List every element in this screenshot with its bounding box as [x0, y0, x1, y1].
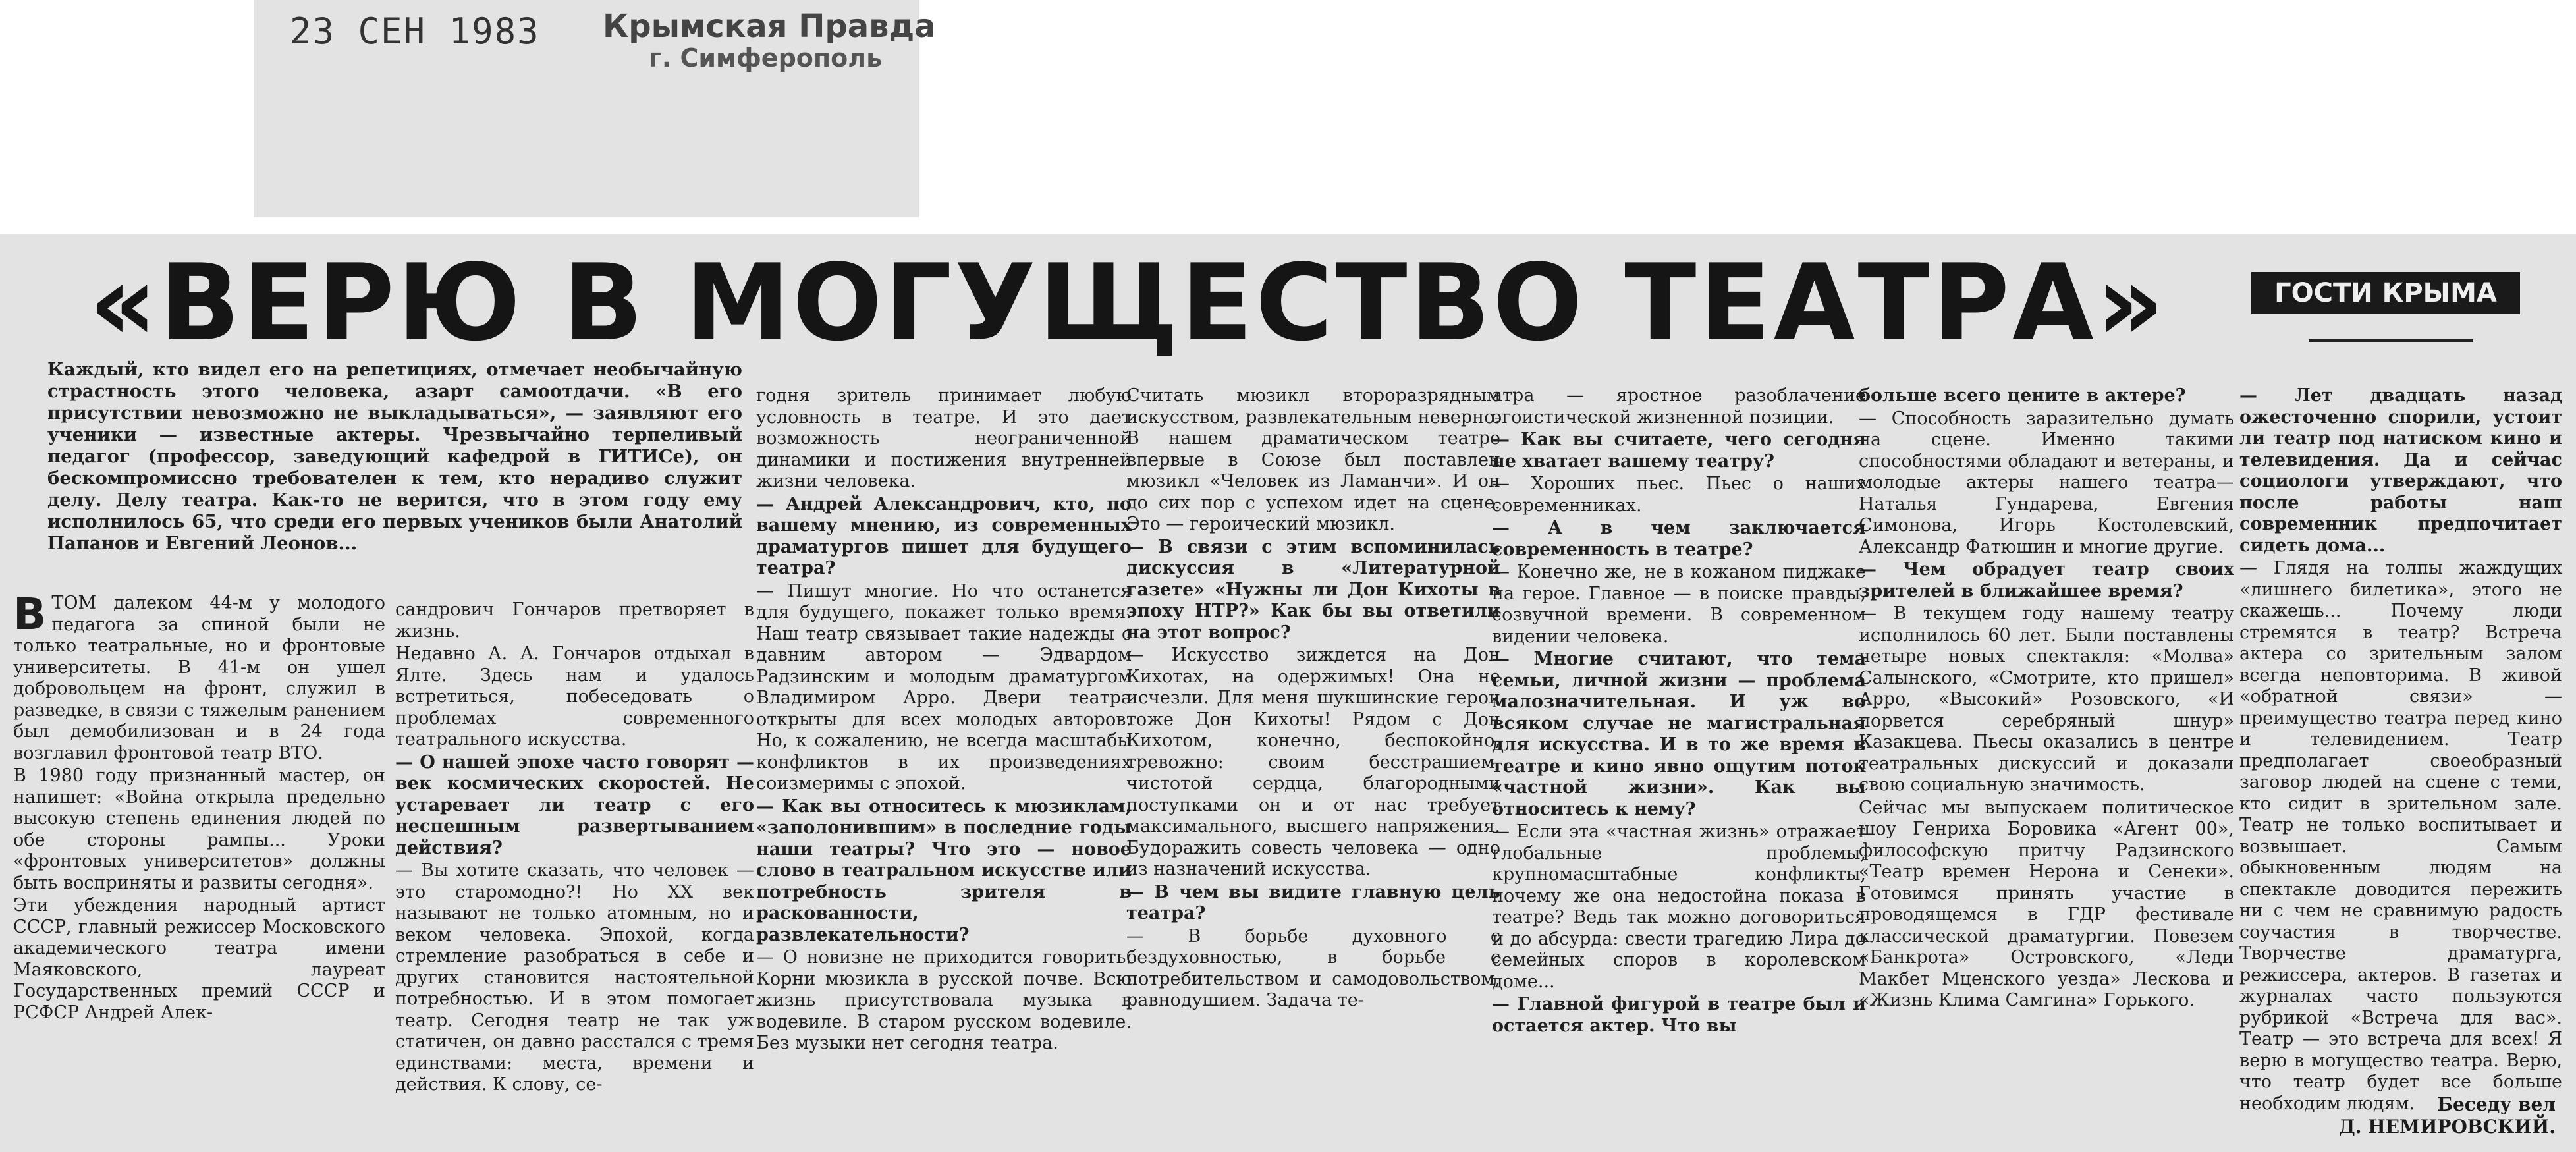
paragraph: — Конечно же, не в кожаном пиджаке на герое. Главное — в поиске правды, созвучной времени. В современном видении человека.	[1492, 562, 1866, 647]
paragraph: — Если эта «частная жизнь» отражает глобальные проблемы, крупномасштабные конфликты, почему же она недостойна показа в театре? Ведь так можно договориться и до абсурда: свести трагедию Лира до семейных споров в королевском доме...	[1492, 821, 1866, 992]
article-column-6	[1859, 385, 2234, 1139]
headline: «ВЕРЮ В МОГУЩЕСТВО ТЕАТРА»	[89, 241, 2168, 364]
city-stamp: г. Симферополь	[649, 43, 883, 72]
paragraph: — Хороших пьес. Пьес о наших современниках.	[1492, 474, 1866, 516]
paragraph: — Глядя на толпы жаждущих «лишнего билетика», этого не скажешь... Почему люди стремятся в театр? Встреча актера со зрительным залом всегда неповторима. В живой «обратной связи» — преимущество театра перед кино и телевидением. Театр предполагает своеобразный заговор людей на сцене с теми, кто сидит в зрительном зале. Театр не только воспитывает и возвышает. Самым обыкновенным людям на спектакле доводится пережить ни с чем не сравнимую радость соучастия в творчестве. Творчестве драматурга, режиссера, актеров. В газетах и журналах часто пользуются рубрикой «Встреча для вас». Театр — это встреча для всех! Я верю в могущество театра. Верю, что театр будет все больше необходим людям.	[2239, 558, 2562, 1114]
interview-question: — О нашей эпохе часто говорят — век космических скоростей. Не устаревает ли театр с его неспешным развертыванием действия?	[395, 752, 754, 858]
interview-question: — В чем вы видите главную цель театра?	[1126, 881, 1500, 923]
drop-cap: В	[13, 593, 47, 640]
paragraph: — Способность заразительно думать на сцене. Именно такими способностями обладают и ветераны, и молодые актеры нашего театра—Наталья Гундарева, Евгения Симонова, Игорь Костолевский, Александр Фатюшин и многие другие.	[1859, 408, 2234, 557]
interview-question: — Чем обрадует театр своих зрителей в ближайшее время?	[1859, 559, 2234, 601]
date-stamp: 23 СЕН 1983	[290, 11, 540, 52]
paragraph: Сейчас мы выпускаем политическое шоу Генриха Боровика «Агент 00», философскую притчу Радзинского «Театр времен Нерона и Сенеки». Готовимся принять участие в проводящемся в ГДР фестивале классической драматургии. Повезем «Банкрота» Островского, «Леди Макбет Мценского уезда» Лескова и «Жизнь Клима Самгина» Горького.	[1859, 797, 2234, 1010]
paragraph: Эти убеждения народный артист СССР, главный режиссер Московского академического театра имени Маяковского, лауреат Государственных премий СССР и РСФСР Андрей Алек-	[13, 895, 385, 1023]
paragraph: — Искусство зиждется на Дон Кихотах, на одержимых! Она не исчезли. Для меня шукшинские герои тоже Дон Кихоты! Рядом с Дон Кихотом, конечно, беспокойно, тревожно: своим бесстрашием, чистотой сердца, благородными поступками он и от нас требует максимального, высшего напряжения. Будоражить совесть человека — одно из назначений искусства.	[1126, 645, 1500, 879]
article-column-5	[1492, 385, 1866, 1139]
paragraph: В 1980 году признанный мастер, он напишет: «Война открыла предельно высокую степень единения людей по обе стороны рампы... Уроки «фронтовых университетов» должны быть восприняты и развиты сегодня».	[13, 765, 385, 893]
paragraph: Недавно А. А. Гончаров отдыхал в Ялте. Здесь нам и удалось встретиться, побеседовать о проблемах современного театрального искусства.	[395, 644, 754, 750]
interview-question: — Лет двадцать назад ожесточенно спорили, устоит ли театр под натиском кино и телевидения. Да и сейчас социологи утверждают, что после работы наш современник предпочитает сидеть дома...	[2239, 385, 2562, 556]
rubric-badge: ГОСТИ КРЫМА	[2251, 272, 2520, 314]
interview-question: — Как вы относитесь к мюзиклам, «заполонившим» в последние годы наши театры? Что это — новое слово в театральном искусстве или потребность зрителя в раскованности, развлекательности?	[756, 796, 1132, 945]
paragraph: — О новизне не приходится говорить. Корни мюзикла в русской почве. Всю жизнь присутствовала музыка в водевиле. В старом русском водевиле. Без музыки нет сегодня театра.	[756, 947, 1132, 1053]
paragraph: — Пишут многие. Но что останется для будущего, покажет только время. Наш театр связывает такие надежды с давним автором — Эдвардом Радзинским и молодым драматургом Владимиром Арро. Двери театра открыты для всех молодых авторов. Но, к сожалению, не всегда масштабы конфликтов в их произведениях соизмеримы с эпохой.	[756, 580, 1132, 794]
article-column-7	[2239, 385, 2562, 1139]
paragraph: годня зритель принимает любую условность в театре. И это дает возможность неограниченной динамики и постижения внутренней жизни человека.	[756, 385, 1132, 491]
paragraph: — Вы хотите сказать, что человек — это старомодно?! Но XX век называют не только атомным, но и веком человека. Эпохой, когда стремление разобраться в себе и других становится настоятельной потребностью. И в этом помогает театр. Сегодня театр не так уж статичен, он давно расстался с тремя единствами: места, времени и действия. К слову, се-	[395, 860, 754, 1095]
paragraph: — В текущем году нашему театру исполнилось 60 лет. Были поставлены четыре новых спектакля: «Молва» Салынского, «Смотрите, кто пришел» Арро, «Высокий» Розовского, «И порвется серебряный шнур» Казакцева. Пьесы оказались в центре театральных дискуссий и доказали свою социальную значимость.	[1859, 603, 2234, 795]
interview-question: больше всего цените в актере?	[1859, 385, 2186, 406]
article-column-3	[756, 385, 1132, 1139]
paragraph: ТОМ далеком 44-м у молодого педагога за спиной были не только театральные, но и фронтовые университеты. В 41-м он ушел добровольцем на фронт, служил в разведке, в связи с тяжелым ранением был демобилизован и в 24 года возглавил фронтовой театр ВТО.	[13, 593, 385, 763]
lead-paragraph: Каждый, кто видел его на репетициях, отмечает необычайную страстность этого человека, азарт самоотдачи. «В его присутствии невозможно не выкладываться», — заявляют его ученики — известные актеры. Чрезвычайно терпеливый педагог (профессор, заведующий кафедрой в ГИТИСе), он бескомпромиссно требователен к тем, кто нерадиво служит делу. Делу театра. Как-то не верится, что в этом году ему исполнилось 65, что среди его первых учеников были Анатолий Папанов и Евгений Леонов...	[47, 359, 742, 554]
byline-label: Беседу вел	[2437, 1093, 2556, 1115]
paragraph: Считать мюзикл второразрядным искусством, развлекательным неверно. В нашем драматическом театре впервые в Союзе был поставлен мюзикл «Человек из Ламанчи». И он до сих пор с успехом идет на сцене. Это — героический мюзикл.	[1126, 385, 1500, 534]
newspaper-stamp: Крымская Правда	[603, 8, 936, 45]
interview-question: — Главной фигурой в театре был и остается актер. Что вы	[1492, 994, 1866, 1036]
interview-question: — А в чем заключается современность в театре?	[1492, 518, 1866, 560]
rubric-divider	[2309, 339, 2473, 342]
paragraph: — В борьбе духовного с бездуховностью, в борьбе с потребительством и самодовольством, равнодушием. Задача те-	[1126, 925, 1500, 1010]
interview-question: — Многие считают, что тема семьи, личной жизни — проблема малозначительная. И уж во всяком случае не магистральная для искусства. И в то же время в театре и кино явно ощутим поток «частной жизни». Как вы относитесь к нему?	[1492, 649, 1866, 819]
byline	[2259, 1093, 2556, 1138]
article-column-1	[13, 593, 385, 1139]
byline-author: Д. НЕМИРОВСКИЙ.	[2338, 1116, 2556, 1138]
interview-question: — В связи с этим вспоминилась дискуссия в «Литературной газете» «Нужны ли Дон Кихоты в эпоху НТР?» Как бы вы ответили на этот вопрос?	[1126, 536, 1500, 643]
interview-question: — Как вы считаете, чего сегодня не хватает вашему театру?	[1492, 429, 1866, 472]
paragraph: атра — яростное разоблачение эгоистической жизненной позиции.	[1492, 385, 1866, 427]
paragraph: сандрович Гончаров претворяет в жизнь.	[395, 599, 754, 642]
article-column-4	[1126, 385, 1500, 1139]
interview-question: — Андрей Александрович, кто, по вашему мнению, из современных драматургов пишет для будущего театра?	[756, 493, 1132, 578]
article-column-2	[395, 599, 754, 1139]
